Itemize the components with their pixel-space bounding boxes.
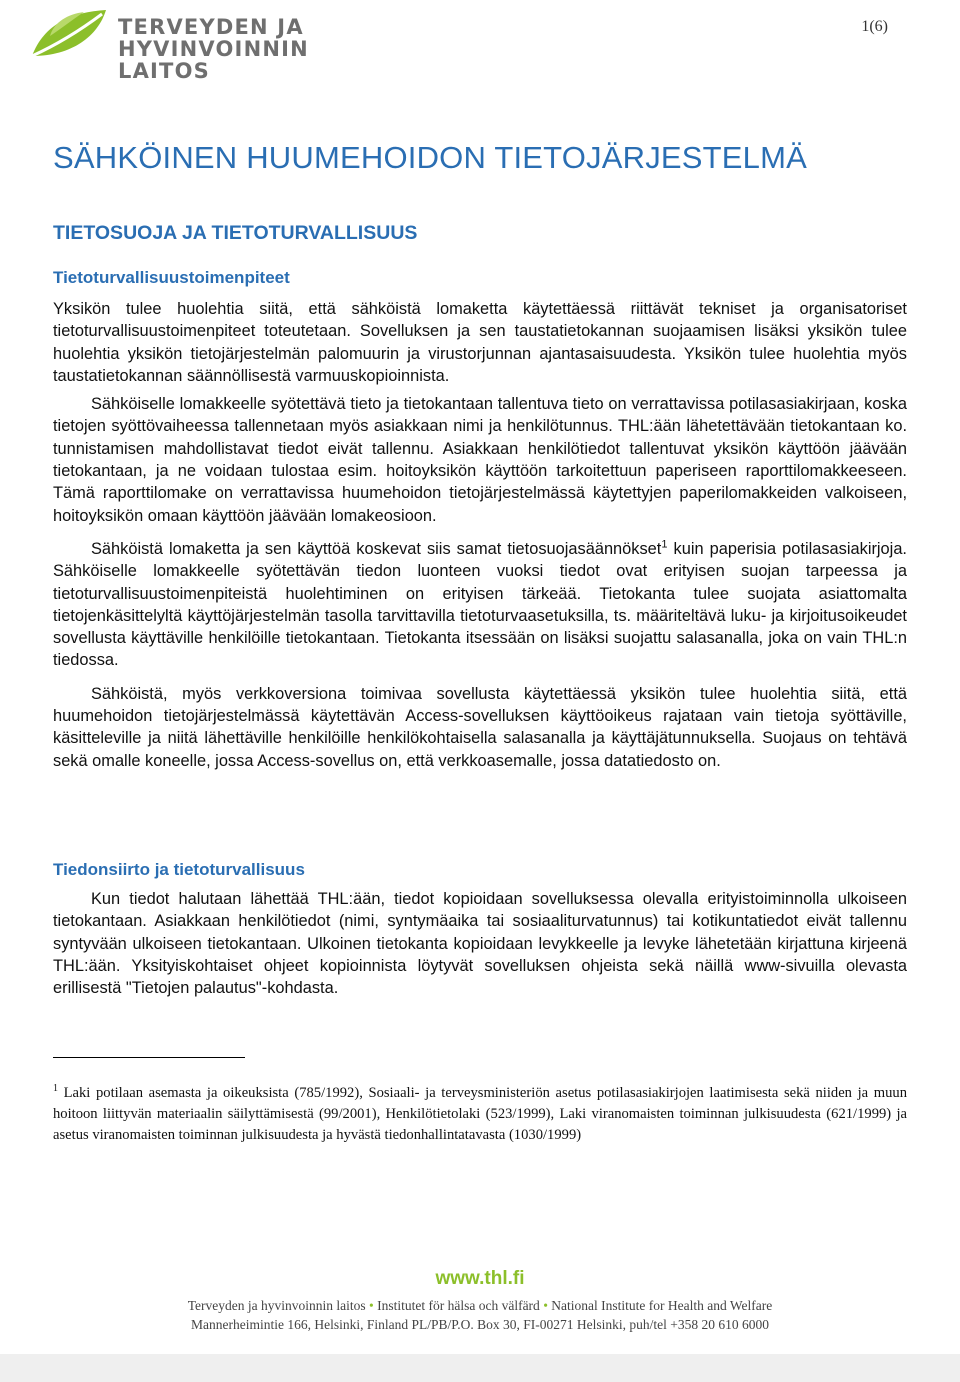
page-bottom-edge xyxy=(0,1354,960,1382)
footer-name-sv: Institutet för hälsa och välfärd xyxy=(377,1298,540,1313)
footer-org-names xyxy=(0,1298,960,1314)
org-name-line1: TERVEYDEN JA xyxy=(118,15,304,39)
footer-address: Mannerheimintie 166, Helsinki, Finland PL/PB/P.O. Box 30, FI-00271 Helsinki, puh/tel +358 20 610 6000 xyxy=(191,1317,769,1332)
paragraph xyxy=(53,538,907,672)
footer-name-en: National Institute for Health and Welfare xyxy=(551,1298,773,1313)
footer-website: www.thl.fi xyxy=(435,1268,525,1289)
paragraph: Sähköistä, myös verkkoversiona toimivaa sovellusta käytettäessä yksikön tulee huolehtia siitä, että huumehoidon tietojärjestelmässä käytettävän Access-sovelluksen käyttöoikeus rajataan vain tietoja syöttäville, käsitteleville ja niitä lähettäville henkilöille henkilökohtaisella salasanalla ja käyttäjätunnuksella. Suojaus on tehtävä sekä omalle koneelle, jossa Access-sovellus on, että verkkoasemalle, jossa datatiedosto on. xyxy=(53,684,907,770)
footer-separator: • xyxy=(369,1298,374,1313)
paragraph-text: kuin paperisia potilasasiakirjoja. Sähköiselle lomakkeelle syötettävän tiedon luonteen vuoksi tiedot ovat erityisen suojan tarpeessa ja tietoturvallisuustoimenpiteistä huolehtiminen on erityisen tärkeää. Tietokanta tulee suojata asiattomalta tietojenkäsittelyltä käyttöjärjestelmän tasolla tarvittavilla tietoturvaasetuksilla, ts. määriteltävä luku- ja kirjoitusoikeudet sovellusta käyttäville henkilöille tietokantaan. Tietokanta itsessään on lisäksi suojattu salasanalla, joka on vain THL:n tiedossa. xyxy=(53,539,907,670)
page-number: 1(6) xyxy=(861,18,888,35)
thl-logo xyxy=(28,6,378,83)
footnote-reference: 1 xyxy=(661,538,668,551)
section-security-measures xyxy=(53,298,907,783)
section-heading-data-transfer: Tiedonsiirto ja tietoturvallisuus xyxy=(53,860,305,879)
section-heading-main: TIETOSUOJA JA TIETOTURVALLISUUS xyxy=(53,222,418,244)
section-heading-security-measures: Tietoturvallisuustoimenpiteet xyxy=(53,268,290,287)
org-name-line2: HYVINVOINNIN LAITOS xyxy=(118,37,309,83)
footer-separator: • xyxy=(543,1298,548,1313)
footnote-divider xyxy=(53,1057,245,1058)
section-data-transfer xyxy=(53,888,907,1010)
footer-name-fi: Terveyden ja hyvinvoinnin laitos xyxy=(187,1298,366,1313)
document-title: SÄHKÖINEN HUUMEHOIDON TIETOJÄRJESTELMÄ xyxy=(53,140,808,175)
footnote-number: 1 xyxy=(53,1083,58,1095)
footnote-text: Laki potilaan asemasta ja oikeuksista (785/1992), Sosiaali- ja terveysministeriön asetus potilasasiakirjojen laatimisesta sekä niiden ja muun hoitoon liittyvän materiaalin säilyttämisestä (99/2001), Henkilötietolaki (523/1999), Laki viranomaisten toiminnan julkisuudesta (621/1999) ja asetus viranomaisten toiminnan julkisuudesta ja hyvästä tiedonhallintatavasta (1030/1999) xyxy=(53,1085,907,1143)
paragraph: Yksikön tulee huolehtia siitä, että sähköistä lomaketta käytettäessä riittävät tekniset ja organisatoriset tietoturvallisuustoimenpiteet toteutetaan. Sovelluksen ja sen taustatietokannan suojaamisen lisäksi yksikön tulee huolehtia yksikön tietojärjestelmän palomuurin ja virustorjunnan ajantasaisuudesta. Yksikön tulee huolehtia myös taustatietokannan säännöllisestä varmuuskopioinnista. xyxy=(53,300,907,385)
footnote xyxy=(53,1083,907,1146)
paragraph: Sähköiselle lomakkeelle syötettävä tieto ja tietokantaan tallentuva tieto on verrattavissa potilasasiakirjaan, koska tietojen syöttövaiheessa tallennetaan myös asiakkaan nimi ja henkilötunnus. THL:ään lähetettävään tietokantaan ko. tunnistamisen mahdollistavat tiedot eivät tallennu. Asiakkaan henkilötiedot tallentuvat yksikön käyttöön jäävään tietokantaan, ja ne voidaan tulostaa esim. hoitoyksikön käyttöön tarkoitettuun paperiseen raporttilomakkeeseen. Tämä raporttilomake on verrattavissa huumehoidon tietojärjestelmässä käytettyjen paperilomakkeiden valkoiseen, hoitoyksikön omaan käyttöön jäävään lomakeosioon. xyxy=(53,395,907,525)
leaf-logo-icon xyxy=(28,6,114,64)
paragraph-text: Sähköistä lomaketta ja sen käyttöä koskevat siis samat tietosuojasäännökset xyxy=(91,539,662,558)
paragraph: Kun tiedot halutaan lähettää THL:ään, tiedot kopioidaan sovelluksessa olevalla erityistoiminnolla ulkoiseen tietokantaan. Asiakkaan henkilötiedot (nimi, syntymäaika tai sosiaaliturvatunnus) tai kotikuntatiedot eivät tallennu syntyvään ulkoiseen tietokantaan. Ulkoinen tietokanta kopioidaan levykkeelle ja levyke lähetetään kirjattuna kirjeenä THL:ään. Yksityiskohtaiset ohjeet kopioinnista löytyvät sovelluksen ohjeista sekä näillä www-sivuilla olevasta erillisestä "Tietojen palautus"-kohdasta. xyxy=(53,890,907,998)
